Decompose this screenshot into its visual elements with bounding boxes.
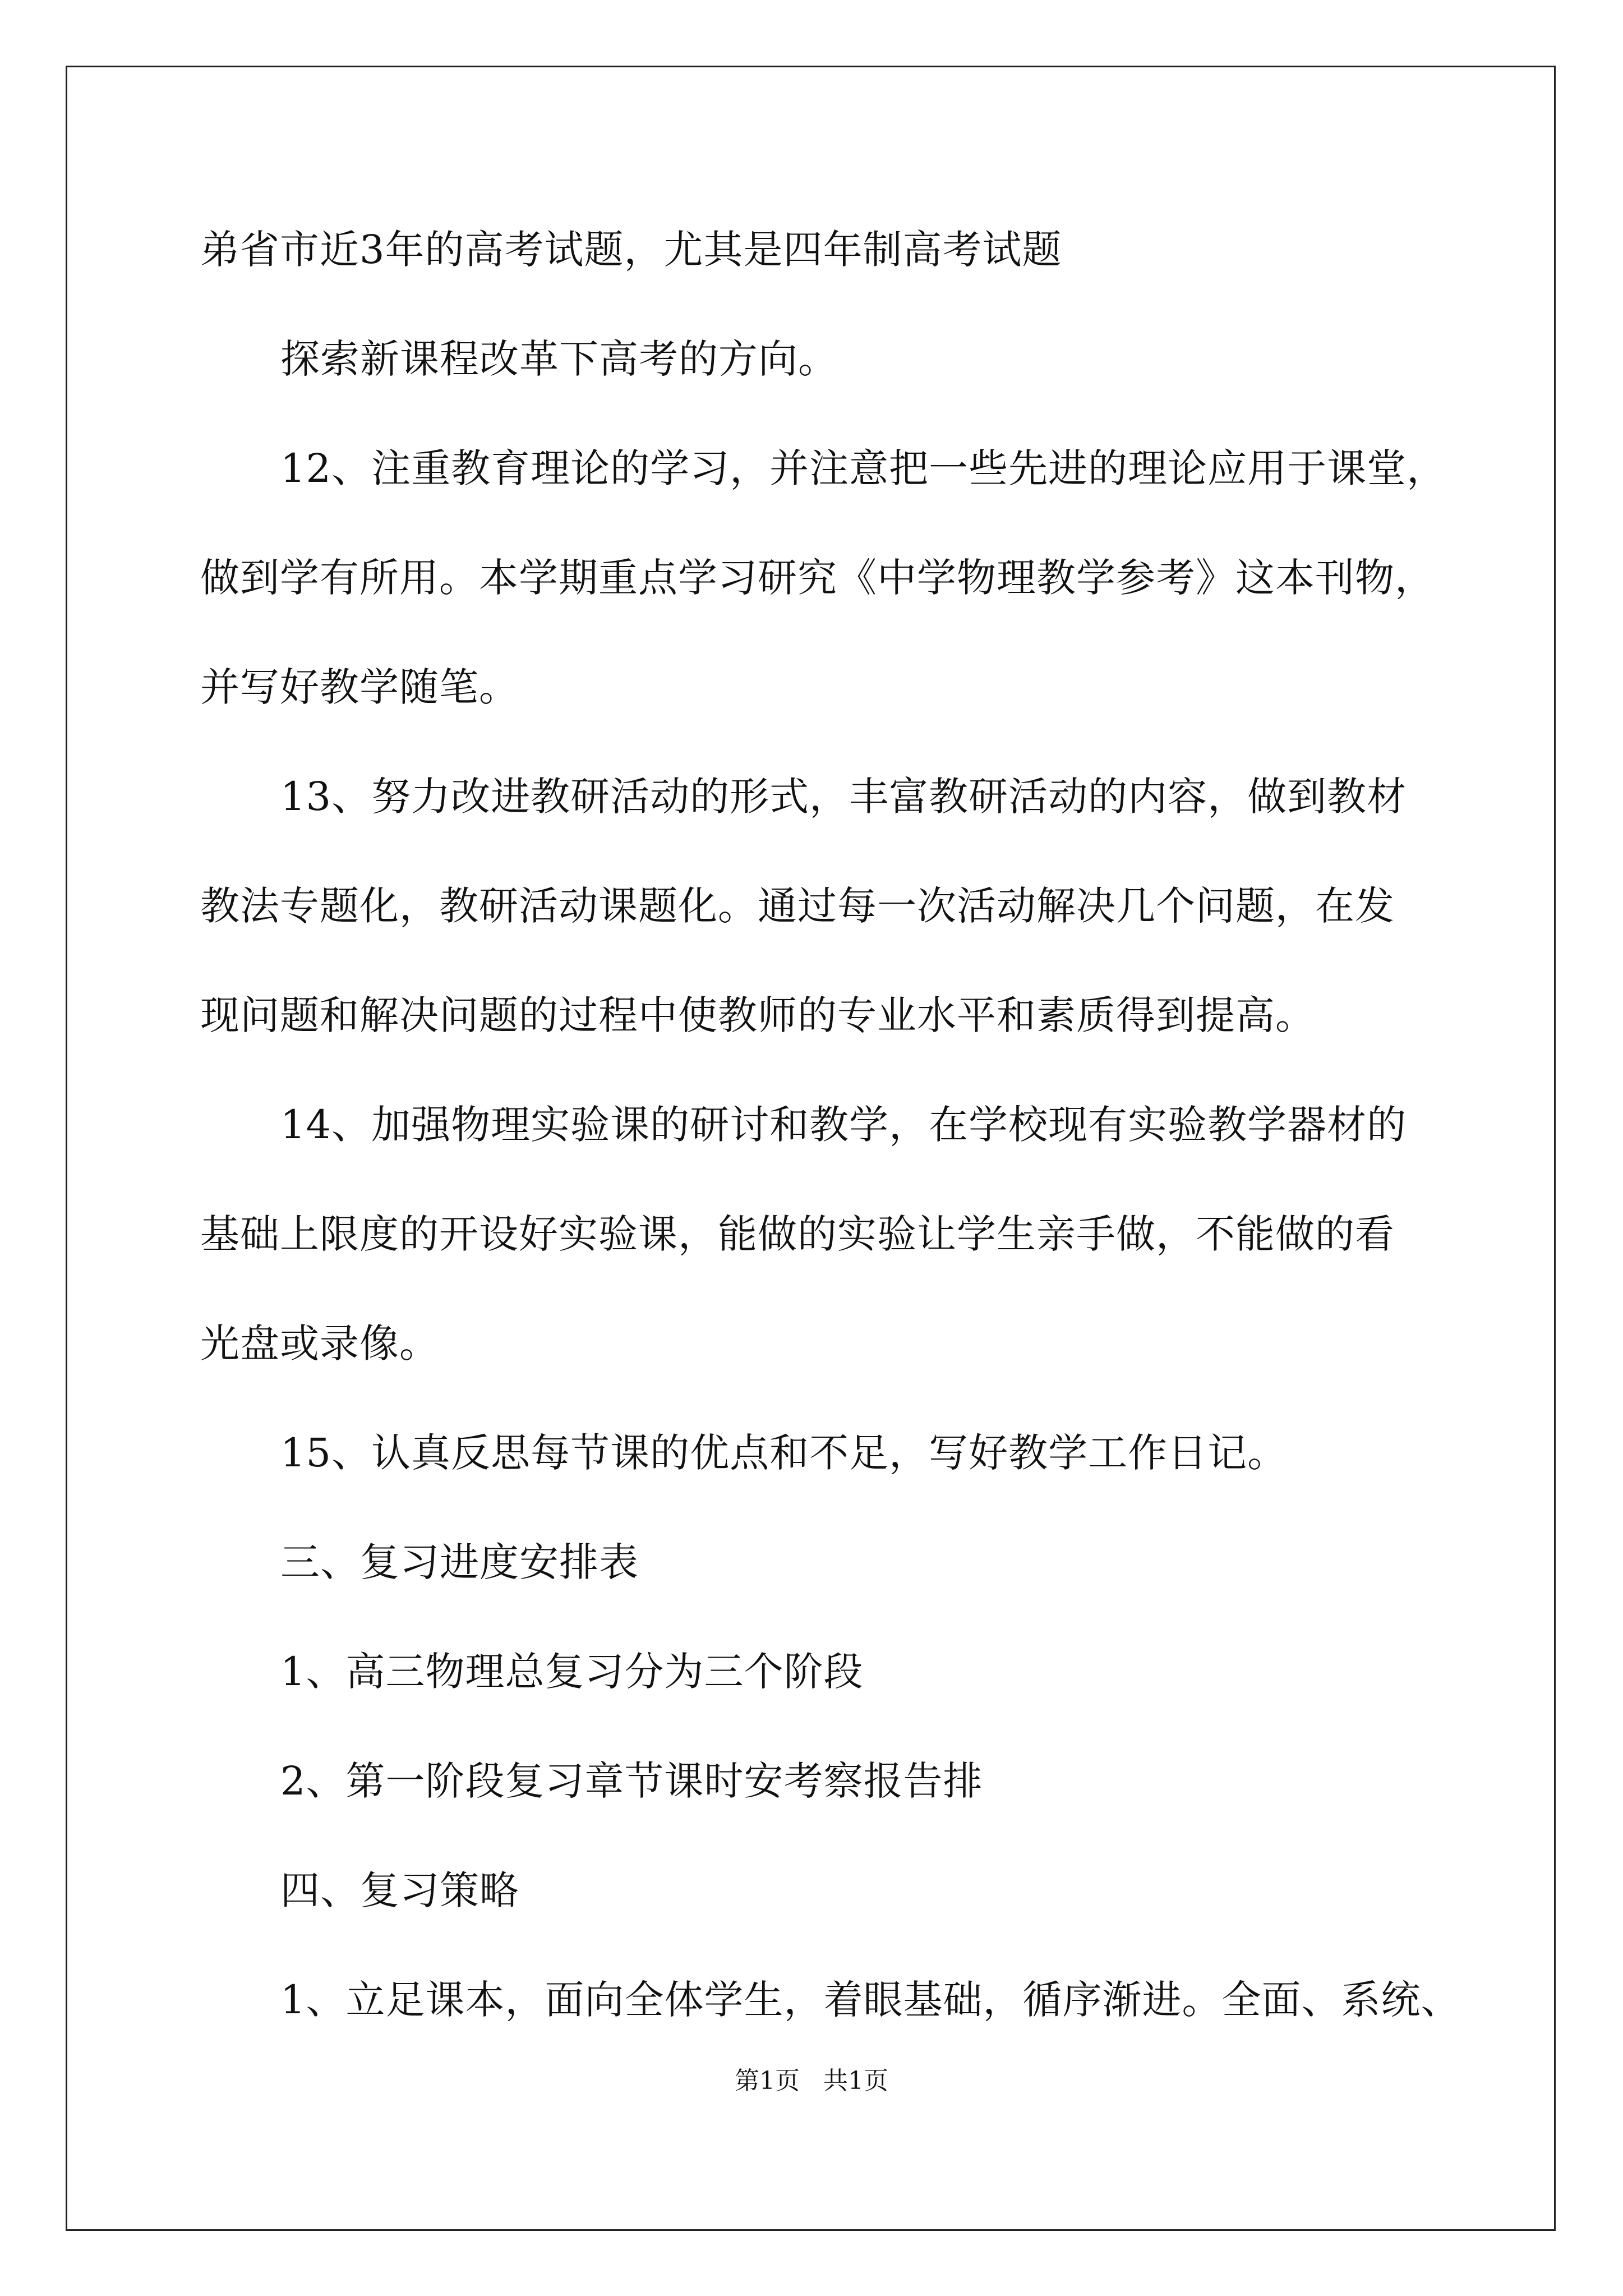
paragraph-line: 并写好教学随笔。 (200, 664, 519, 710)
paragraph-line: 教法专题化，教研活动课题化。通过每一次活动解决几个问题，在发 (200, 883, 1395, 929)
paragraph-line: 光盘或录像。 (200, 1320, 439, 1366)
paragraph-line: 12、注重教育理论的学习，并注意把一些先进的理论应用于课堂， (280, 445, 1447, 491)
section-heading: 四、复习策略 (280, 1867, 519, 1913)
paragraph-line: 探索新课程改革下高考的方向。 (280, 336, 838, 382)
paragraph-line: 14、加强物理实验课的研讨和教学，在学校现有实验教学器材的 (280, 1102, 1407, 1148)
paragraph-line: 13、努力改进教研活动的形式，丰富教研活动的内容，做到教材 (280, 774, 1407, 820)
paragraph-line: 弟省市近3年的高考试题，尤其是四年制高考试题 (200, 227, 1062, 273)
paragraph-line: 做到学有所用。本学期重点学习研究《中学物理教学参考》这本刊物， (200, 555, 1435, 601)
paragraph-line: 1、立足课本，面向全体学生，着眼基础，循序渐进。全面、系统、 (280, 1977, 1461, 2023)
paragraph-line: 基础上限度的开设好实验课，能做的实验让学生亲手做，不能做的看 (200, 1211, 1395, 1257)
page-footer: 第1页 共1页 (735, 2067, 888, 2095)
paragraph-line: 2、第一阶段复习章节课时安考察报告排 (280, 1758, 983, 1804)
paragraph-line: 1、高三物理总复习分为三个阶段 (280, 1649, 864, 1695)
paragraph-line: 现问题和解决问题的过程中使教师的专业水平和素质得到提高。 (200, 992, 1315, 1038)
paragraph-line: 15、认真反思每节课的优点和不足，写好教学工作日记。 (280, 1430, 1288, 1476)
section-heading: 三、复习进度安排表 (280, 1539, 639, 1585)
